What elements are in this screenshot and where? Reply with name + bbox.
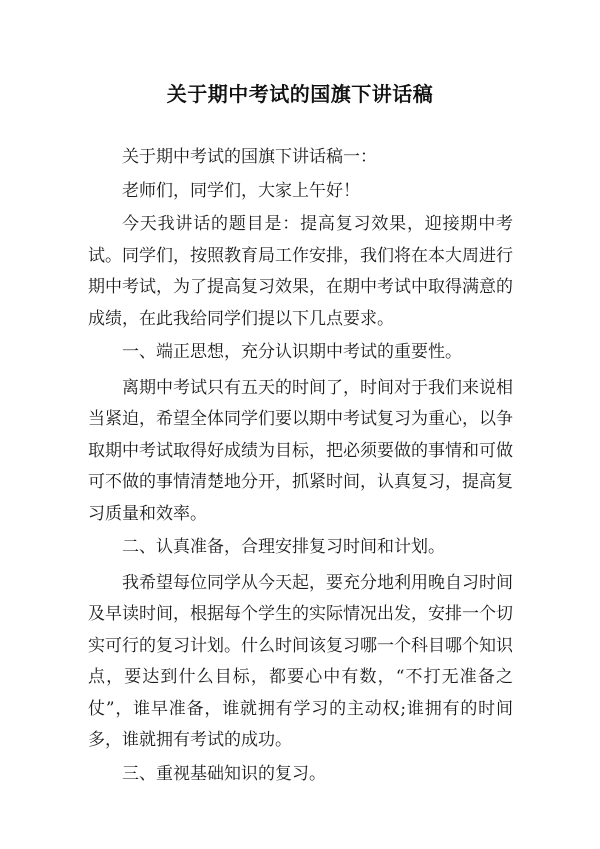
section-heading-3: 三、重视基础知识的复习。 — [122, 763, 326, 784]
section-heading-1: 一、端正思想，充分认识期中考试的重要性。 — [122, 342, 462, 362]
paragraph-subtitle: 关于期中考试的国旗下讲话稿一： — [122, 147, 377, 167]
paragraph-intro: 今天我讲话的题目是：提高复习效果，迎接期中考试。同学们，按照教育局工作安排，我们将在本大周进行期中考试，为了提高复习效果，在期中考试中取得满意的成绩，在此我给同学们提以下几点要求。 — [88, 214, 513, 329]
document-title: 关于期中考试的国旗下讲话稿 — [166, 82, 434, 106]
document-body — [88, 142, 513, 794]
section-heading-2: 二、认真准备，合理安排复习时间和计划。 — [122, 537, 445, 557]
paragraph-greeting: 老师们，同学们，大家上午好！ — [122, 180, 360, 201]
paragraph-section-2: 我希望每位同学从今天起，要充分地利用晚自习时间及早读时间，根据每个学生的实际情况出发，安排一个切实可行的复习计划。什么时间该复习哪一个科目哪个知识点，要达到什么目标，都要心中有数，“不打无准备之仗”，谁早准备，谁就拥有学习的主动权;谁拥有的时间多，谁就拥有考试的成功。 — [88, 572, 513, 750]
paragraph-section-1: 离期中考试只有五天的时间了，时间对于我们来说相当紧迫，希望全体同学们要以期中考试复习为重心，以争取期中考试取得好成绩为目标，把必须要做的事情和可做可不做的事情清楚地分开，抓紧时间，认真复习，提高复习质量和效率。 — [88, 377, 513, 524]
